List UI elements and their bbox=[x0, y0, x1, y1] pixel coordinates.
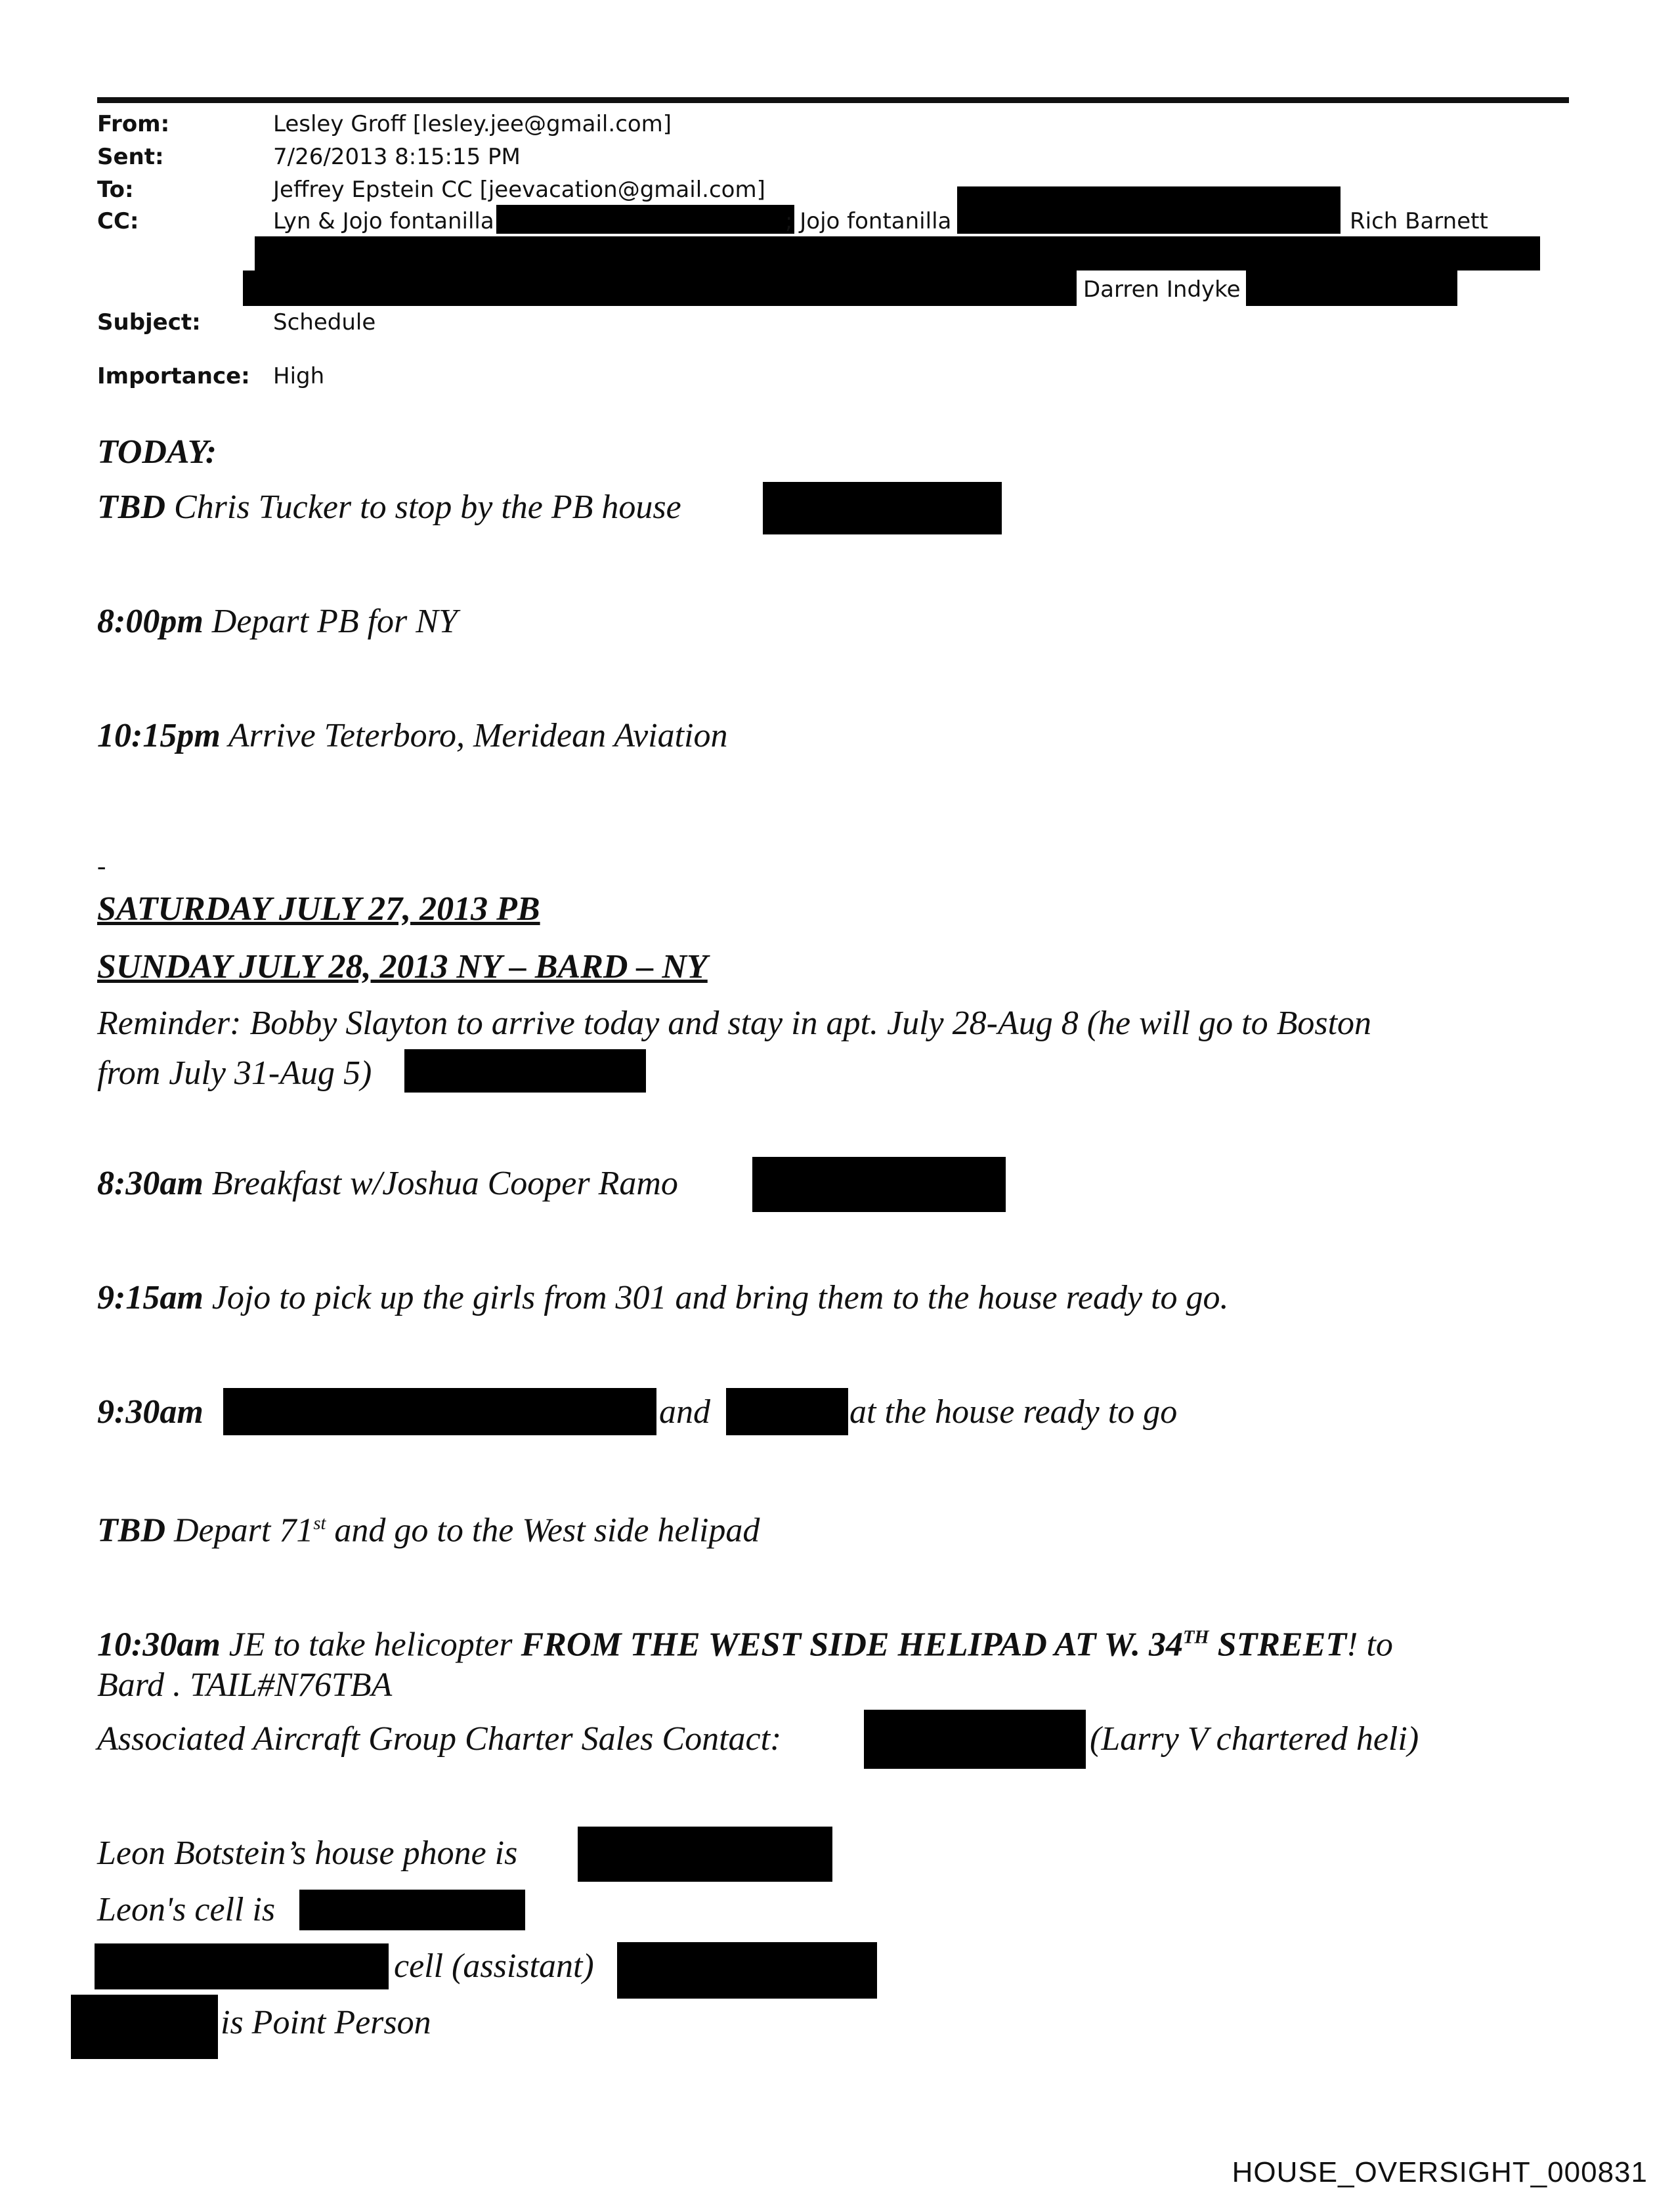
from-value: Lesley Groff [lesley.jee@gmail.com] bbox=[273, 111, 672, 137]
time-label: TBD bbox=[97, 488, 165, 526]
schedule-line-jojo-pickup bbox=[97, 1278, 1229, 1318]
schedule-line-helicopter bbox=[97, 1618, 1393, 1665]
superscript: st bbox=[313, 1513, 326, 1534]
redaction bbox=[71, 1995, 218, 2059]
cc-label: CC: bbox=[97, 208, 139, 234]
schedule-line-depart-pb bbox=[97, 601, 458, 642]
today-heading: TODAY: bbox=[97, 433, 217, 471]
point-person-line: is Point Person bbox=[221, 2004, 431, 2041]
leon-cell-line: Leon's cell is bbox=[97, 1891, 276, 1928]
schedule-text: Arrive Teterboro, Meridean Aviation bbox=[220, 717, 728, 754]
subject-value: Schedule bbox=[273, 309, 376, 336]
sunday-heading: SUNDAY JULY 28, 2013 NY – BARD – NY bbox=[97, 948, 708, 986]
schedule-emphasis: FROM THE WEST SIDE HELIPAD AT W. 34 bbox=[521, 1626, 1183, 1664]
redaction bbox=[1246, 271, 1457, 306]
time-label: 10:30am bbox=[97, 1626, 221, 1664]
redaction bbox=[752, 1157, 1006, 1212]
superscript: TH bbox=[1182, 1628, 1209, 1648]
time-label: 8:30am bbox=[97, 1165, 204, 1202]
to-label: To: bbox=[97, 177, 134, 203]
redaction bbox=[763, 482, 1002, 534]
schedule-text: Depart 71 bbox=[165, 1511, 314, 1550]
redaction bbox=[223, 1388, 656, 1435]
cc-value-2: ; Jojo fontanilla bbox=[785, 208, 952, 234]
schedule-text: Chris Tucker to stop by the PB house bbox=[165, 488, 681, 526]
importance-label: Importance: bbox=[97, 363, 250, 389]
redaction bbox=[404, 1049, 646, 1093]
saturday-heading: SATURDAY JULY 27, 2013 PB bbox=[97, 890, 540, 928]
cc-value-3: Rich Barnett bbox=[1350, 208, 1488, 234]
schedule-line-930 bbox=[97, 1392, 204, 1433]
schedule-text: JE to take helicopter bbox=[220, 1626, 521, 1664]
redaction bbox=[864, 1710, 1086, 1769]
to-value: Jeffrey Epstein CC [jeevacation@gmail.com] bbox=[273, 177, 765, 203]
schedule-text: and go to the West side helipad bbox=[326, 1511, 760, 1550]
charter-contact-line: Associated Aircraft Group Charter Sales Contact: bbox=[97, 1720, 782, 1758]
redaction bbox=[496, 205, 794, 234]
redaction bbox=[617, 1942, 877, 1999]
schedule-text-ready: at the house ready to go bbox=[849, 1393, 1178, 1431]
redaction bbox=[255, 236, 1540, 271]
schedule-text: Depart PB for NY bbox=[203, 603, 458, 640]
schedule-line-breakfast bbox=[97, 1163, 678, 1204]
redaction bbox=[726, 1388, 848, 1435]
leon-house-phone-line: Leon Botstein’s house phone is bbox=[97, 1834, 518, 1872]
importance-value: High bbox=[273, 363, 325, 389]
schedule-text: Jojo to pick up the girls from 301 and bring them to the house ready to go. bbox=[203, 1279, 1229, 1316]
sent-value: 7/26/2013 8:15:15 PM bbox=[273, 144, 521, 170]
schedule-line-helicopter-2: Bard . TAIL#N76TBA bbox=[97, 1666, 393, 1704]
cc-value-1: Lyn & Jojo fontanilla bbox=[273, 208, 494, 234]
schedule-line-tbd-tucker bbox=[97, 487, 681, 528]
reminder-line-2: from July 31-Aug 5) bbox=[97, 1054, 372, 1092]
from-label: From: bbox=[97, 111, 170, 137]
time-label: 9:15am bbox=[97, 1279, 204, 1316]
redaction bbox=[95, 1943, 389, 1989]
redaction bbox=[299, 1890, 525, 1930]
redaction bbox=[957, 186, 1341, 234]
time-label: 9:30am bbox=[97, 1393, 204, 1431]
bates-number: HOUSE_OVERSIGHT_000831 bbox=[1232, 2156, 1648, 2188]
redaction bbox=[243, 271, 1077, 306]
schedule-text: ! to bbox=[1346, 1626, 1393, 1664]
cc-value-4: Darren Indyke bbox=[1083, 276, 1241, 303]
time-label: TBD bbox=[97, 1511, 165, 1550]
time-label: 8:00pm bbox=[97, 603, 204, 640]
schedule-emphasis: STREET bbox=[1209, 1626, 1347, 1664]
time-label: 10:15pm bbox=[97, 717, 221, 754]
subject-label: Subject: bbox=[97, 309, 201, 336]
schedule-line-depart-71st bbox=[97, 1504, 760, 1551]
sent-label: Sent: bbox=[97, 144, 164, 170]
redaction bbox=[578, 1827, 832, 1882]
assistant-cell-line: cell (assistant) bbox=[394, 1947, 594, 1985]
schedule-text-and: and bbox=[659, 1393, 710, 1431]
header-rule bbox=[97, 97, 1569, 103]
schedule-line-arrive-teterboro bbox=[97, 716, 728, 756]
charter-contact-note: (Larry V chartered heli) bbox=[1090, 1720, 1419, 1758]
reminder-line-1: Reminder: Bobby Slayton to arrive today and stay in apt. July 28-Aug 8 (he will go to Boston bbox=[97, 1005, 1372, 1042]
schedule-text: Breakfast w/Joshua Cooper Ramo bbox=[203, 1165, 678, 1202]
dash-mark: - bbox=[97, 851, 106, 880]
